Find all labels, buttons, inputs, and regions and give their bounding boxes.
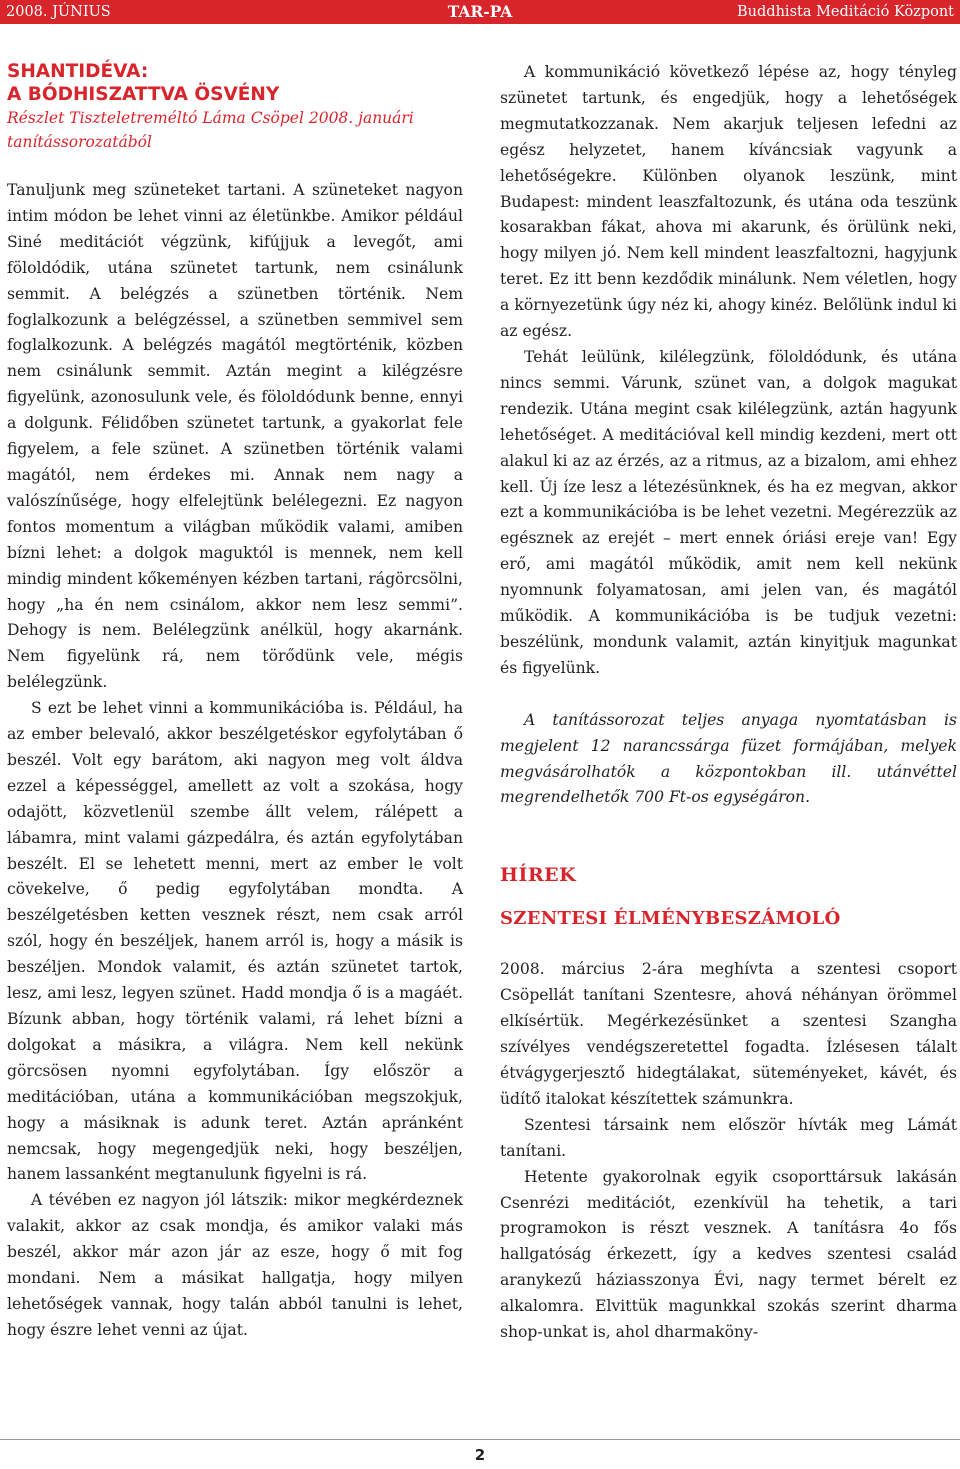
article-paragraph: S ezt be lehet vinni a kommunikációba is. Például, ha az ember belevaló, akkor beszélgetéskor egyfolytában ő beszél. Volt egy barátom, aki nagyon meg volt áldva ezzel a képességgel, amellett az volt a szokása, hogy odajött, közvetlenül szembe állt velem, rálépett a lábamra, mint valami gázpedálra, és aztán egyfolytában beszélt. El se lehetett menni, mert az ember le volt cövekelve, ő pedig egyfolytában mondta. A beszélgetésben ketten vesznek részt, nem csak arról szól, hogy én beszéljek, hanem arról is, hogy a másik is beszéljen. Mondok valamit, és aztán szünetet tartok, lesz, ami lesz, legyen szünet. Hadd mondja ő is a magáét. Bízunk abban, hogy történik valami, rá lehet bízni a dolgokat a másikra, a világra. Nem kell nekünk görcsösen nyomni egyfolytában. Így először a meditációban, utána a kommunikációban megszokjuk, hogy a másiknak is adunk teret. Aztán apránként nemcsak, hogy megengedjük neki, hogy beszéljen, hanem lassanként megtanulunk figyelni is rá. xyxy=(7,699,463,1184)
footer-rule xyxy=(0,1439,960,1440)
header-publication-title: TAR-PA xyxy=(447,2,513,21)
news-paragraph: 2008. március 2-ára meghívta a szentesi csoport Csöpellát tanítani Szentesre, ahová néhányan örömmel elkísértük. Megérkezésünket a szentesi Szangha szívélyes vendégszeretettel fogadta. Ízlésesen tálalt étvágygerjesztő hidegtálakat, süteményeket, kávét, és üdítő italokat készítettek számunkra. xyxy=(500,960,957,1108)
header-date: 2008. JÚNIUS xyxy=(6,4,111,20)
article-paragraph: A kommunikáció következő lépése az, hogy tényleg szünetet tartunk, és engedjük, hogy a lehetőségek megmutatkozzanak. Nem akarjuk teljesen lefedni az egész helyzetet, hanem kíváncsiak vagyunk a lehetőségekre. Különben olyanok leszünk, mint Budapest: mindent leaszfaltozunk, és utána oda teszünk kosarakban fákat, ahova mi akarunk, és örülünk neki, hogy milyen jó. Nem kell mindent leaszfaltozni, hagyjunk teret. Ez itt benn kezdődik minálunk. Nem véletlen, hogy a környezetünk úgy néz ki, ahogy kinéz. Belőlünk indul ki az egész. xyxy=(500,63,957,341)
news-paragraph: Hetente gyakorolnak egyik csoporttársuk lakásán Csenrézi meditációt, ezenkívül ha tehetik, a tari programokon is részt vesznek. A tanításra 4o fős hallgatóság érkezett, így a kedves szentesi család aranykezű háziasszonya Évi, nagy termet bérelt ez alkalomra. Elvittük magunkkal szokás szerint dharma shop-unkat is, ahol dharmaköny- xyxy=(500,1167,957,1342)
news-paragraph: Szentesi társaink nem először hívták meg Lámát tanítani. xyxy=(500,1115,957,1160)
publication-note: A tanítássorozat teljes anyaga nyomtatásban is megjelent 12 narancssárga füzet formájában, melyek megvásárolhatók a központokban ill. utánvéttel megrendelhetők 700 Ft-os egységáron. xyxy=(500,710,957,807)
article-paragraph: Tehát leülünk, kilélegzünk, föloldódunk, és utána nincs semmi. Várunk, szünet van, a dolgok magukat rendezik. Utána megint csak kilélegzünk, aztán hagyunk lehetőséget. A meditációval kell mindig kezdeni, mert ott alakul ki az az érzés, az a ritmus, az a bizalom, ami ehhez kell. Új íze lesz a létezésünknek, és ha ez megvan, akkor ezt a kommunikációba is be lehet vezetni. Megérezzük az egésznek az erejét – mert ennek óriási ereje van! Egy erő, ami magától működik, amit nem kell nekünk nyomnunk folyamatosan, ami jelen van, és magától működik. A kommunikációba is be tudjuk vezetni: beszélünk, mondunk valamit, aztán kinyitjuk magunkat és figyelünk. xyxy=(500,347,957,677)
article-paragraph: Tanuljunk meg szüneteket tartani. A szüneteket nagyon intim módon be lehet vinni az életünkbe. Amikor például Siné meditációt végzünk, kifújjuk a levegőt, ami föloldódik, utána szünetet tartunk, nem csinálunk semmit. A belégzés a szünetben történik. Nem foglalkozunk a belégzéssel, a szünetben semmivel sem foglalkozunk. A belégzés magától megtörténik, közben nem csinálunk semmit. Aztán megint a kilégzésre figyelünk, azonosulunk vele, és föloldódunk benne, ennyi a dolgunk. Félidőben szünetet tartunk, a gyakorlat fele figyelem, a fele szünet. A szünetben történik valami magától, nem érdekes mi. Annak nem nagy a valószínűsége, hogy elfelejtünk belélegezni. Ez nagyon fontos momentum a világban működik valami, amiben bízni lehet: a dolgok maguktól is mennek, nem kell mindig mindent kőkeményen kézben tartani, rágörcsölni, hogy „ha én nem csinálom, akkor nem lesz semmi”. Dehogy is nem. Belélegzünk anélkül, hogy akarnánk. Nem figyelünk rá, nem törődünk vele, mégis belélegzünk. xyxy=(7,181,463,692)
header-organization: Buddhista Meditáció Központ xyxy=(737,4,954,20)
right-column xyxy=(500,60,957,1346)
article-subtitle: Részlet Tiszteletreméltó Láma Csöpel 2008. januári tanítássorozatából xyxy=(7,109,414,151)
article-paragraph: A tévében ez nagyon jól látszik: mikor megkérdeznek valakit, akkor az csak mondja, és amikor valaki más beszél, akkor már azon jár az esze, hogy ő mit fog mondani. Nem a másikat hallgatja, hogy milyen lehetőségek vannak, hogy talán abból tanulni is lehet, hogy észre lehet venni az újat. xyxy=(7,1191,463,1339)
left-column xyxy=(7,60,463,1344)
article-title-line2: A BÓDHISZATTVA ÖSVÉNY xyxy=(7,84,280,105)
header-bar xyxy=(0,0,960,24)
page-number: 2 xyxy=(474,1446,486,1464)
article-title-line1: SHANTIDÉVA: xyxy=(7,61,149,82)
news-subheading: SZENTESI ÉLMÉNYBESZÁMOLÓ xyxy=(500,908,841,930)
news-heading: HÍREK xyxy=(500,864,577,887)
